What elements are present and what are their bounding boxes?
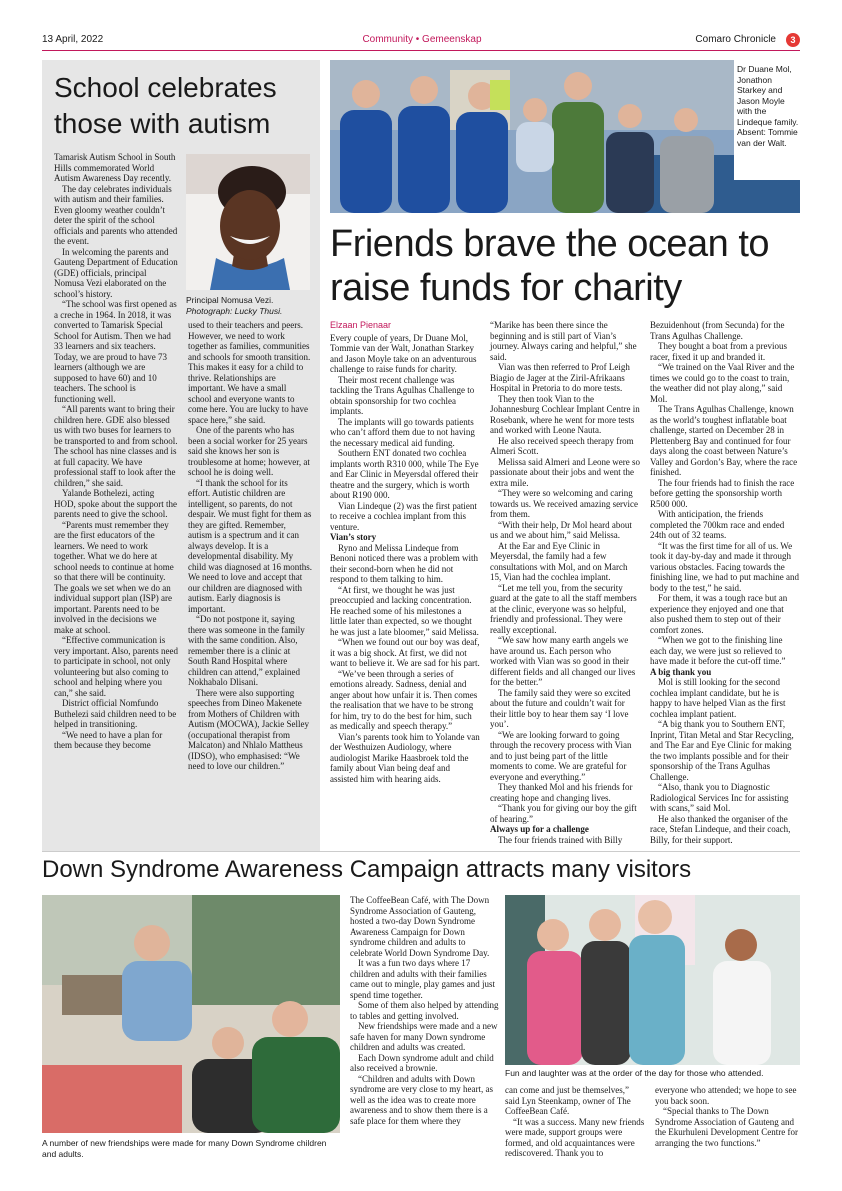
paragraph: Mol is still looking for the second cochlea implant candidate, but he is happy to have helped Vian as the first cochlea implant patient.	[650, 677, 786, 719]
school-column-1	[54, 152, 178, 751]
paragraph: Tamarisk Autism School in South Hills commemorated World Autism Awareness Day recently.	[54, 152, 176, 183]
paragraph: In welcoming the parents and Gauteng Department of Education (GDE) officials, principal Nomusa Vezi elaborated on the school’s history.	[54, 246, 178, 299]
paragraph: “Special thanks to The Down Syndrome Association of Gauteng and the Ekurhuleni Development Centre for arranging the two functions.”	[655, 1106, 798, 1148]
paragraph: It was a fun two days where 17 children and adults with their families came out to mingle, play games and just spend time together.	[350, 958, 495, 1000]
section-divider	[42, 851, 800, 852]
paragraph: can come and just be themselves,” said Lyn Steenkamp, owner of The CoffeeBean Café.	[505, 1085, 631, 1116]
subheading: A big thank you	[650, 666, 712, 677]
paragraph: Ryno and Melissa Lindeque from Benoni noticed there was a problem with their second-born when he did not respond to them talking to him.	[330, 542, 478, 584]
paragraph: Yalande Bothelezi, acting HOD, spoke about the support the parents need to give the school.	[54, 488, 177, 519]
paragraph: “We trained on the Vaal River and the times we could go to the coast to train, the weather did not play along,” said Mol.	[650, 362, 795, 404]
paragraph: Melissa said Almeri and Leone were so passionate about their jobs and went the extra mile.	[490, 456, 640, 488]
paragraph: “Effective communication is very important. Also, parents need to participate in school, not only volunteering but also coming to school and helping where you can,” she said.	[54, 635, 178, 698]
downsyndrome-column-1	[350, 895, 500, 1126]
paragraph: “At first, we thought he was just preoccupied and lacking concentration. He reached some of his milestones a little later than expected, so we thought he was just a late bloomer,” said Melissa.	[330, 584, 479, 637]
caption-credit: Photograph: Lucky Thusi.	[186, 305, 283, 316]
paragraph: Their most recent challenge was tackling the Trans Agulhas Challenge to obtain sponsorship for two cochlea implants.	[330, 374, 475, 416]
subheading: Always up for a challenge	[490, 824, 589, 834]
paragraph: “We are looking forward to going through the recovery process with Vian and to just being part of the little moments to come. We are grateful for everyone and everything.”	[490, 729, 632, 782]
newspaper-name: Comaro Chronicle	[695, 34, 776, 45]
principal-photo-caption	[186, 295, 310, 316]
paragraph: “With their help, Dr Mol heard about us and we about him,” said Melissa.	[490, 519, 632, 540]
caption-name: Principal Nomusa Vezi.	[186, 295, 274, 305]
paragraph: “Children and adults with Down syndrome are very close to my heart, as well as the idea was to create more awareness and to show them there is a safe place for them where they	[350, 1073, 493, 1126]
paragraph: The family said they were so excited about the future and couldn’t wait for their little boy to hear them say ‘I love you’.	[490, 687, 631, 729]
paragraph: For them, it was a tough race but an experience they enjoyed and one that also pushed them to step out of their comfort zones.	[650, 593, 788, 635]
principal-photo	[186, 154, 310, 290]
downsyndrome-photo-right	[505, 895, 800, 1065]
section-label: Community • Gemeenskap	[362, 34, 482, 45]
downsyndrome-column-3	[655, 1085, 800, 1148]
paragraph: “Parents must remember they are the first educators of the learners. We need to work together. What we do here at school needs to continue at home so that there will be continuity. The goals we set when we do an individual support plan (ISP) are important. Parents need to be involved in the decisions we make at school.	[54, 519, 174, 635]
paragraph: Vian was then referred to Prof Leigh Biagio de Jager at the Ziril-Afrikaans Hospital in Pretoria to do more tests.	[490, 362, 630, 393]
friends-headline: Friends brave the ocean to raise funds for charity	[330, 223, 770, 309]
issue-date: 13 April, 2022	[42, 34, 104, 45]
paragraph: One of the parents who has been a social worker for 25 years said she knows her son is troublesome at home; however, at school he is doing well.	[188, 425, 310, 477]
downsyndrome-column-2	[505, 1085, 645, 1159]
paragraph: At the Ear and Eye Clinic in Meyersdal, the family had a few consultations with Mol, and on March 15, Vian had the cochlea implant.	[490, 540, 628, 582]
paragraph: Vian’s parents took him to Yolande van der Westhuizen Audiology, where audiologist Marike Haasbroek told the family about Vian being deaf and assisted him with hearing aids.	[330, 731, 480, 784]
paragraph: They thanked Mol and his friends for creating hope and changing lives.	[490, 782, 633, 803]
masthead	[42, 34, 800, 48]
friends-column-1	[330, 320, 480, 784]
friends-column-3	[650, 320, 800, 845]
paragraph: “Do not postpone it, saying there was someone in the family with the same condition. Also, remember there is a clinic at South Rand Hospital where children can attend,” explained Nokhabalo Dlisani.	[188, 614, 305, 687]
paragraph: The day celebrates individuals with autism and their families. Even gloomy weather couldn’t deter the spirit of the school officials and parents who attended the event.	[54, 183, 178, 246]
paragraph: They bought a boat from a previous racer, fixed it up and branded it.	[650, 341, 787, 362]
school-column-2	[188, 320, 312, 772]
paragraph: The four friends had to finish the race before getting the sponsorship worth R500 000.	[650, 477, 795, 509]
paragraph: New friendships were made and a new safe haven for many Down syndrome children and adults was created.	[350, 1021, 498, 1052]
paragraph: “A big thank you to Southern ENT, Inprint, Titan Metal and Star Recycling, and The Ear and Eye Clinic for making the two implants possible and for their sponsorship of the Trans Agulhas Challenge.	[650, 719, 794, 782]
paragraph: They then took Vian to the Johannesburg Cochlear Implant Centre in Rosebank, where he went for more tests and worked with Leone Nauta.	[490, 393, 640, 435]
byline: Elzaan Pienaar	[330, 320, 392, 330]
paragraph: Each Down syndrome adult and child also received a brownie.	[350, 1052, 494, 1073]
downsyndrome-caption-right: Fun and laughter was at the order of the day for those who attended.	[505, 1068, 764, 1078]
paragraph: Some of them also helped by attending to tables and getting involved.	[350, 1000, 499, 1021]
downsyndrome-photo-left	[42, 895, 340, 1133]
paragraph: “The school was first opened as a creche in 1964. In 2018, it was converted to Tamarisk Special School for Autism. Then we had 33 learners and six teachers. Today, we are proud to have 73 learners (although we are supposed to have 60) and 10 teachers. The school is functioning well.	[54, 299, 177, 404]
paragraph: used to their teachers and peers. However, we need to work together as families, communities and schools for smooth transition. This makes it easy for a child to thrive. Relationships are important. We have a small school and everyone wants to come here. You are lucky to have space here,” she said.	[188, 320, 311, 425]
paragraph: “I thank the school for its effort. Autistic children are intelligent, so parents, do not despair. We must fight for them as they are gifted. Remember, autism is a spectrum and it can always develop. It is a developmental disability. My child was diagnosed at 16 months. We need to love and accept that our children are diagnosed with autism. Early diagnosis is important.	[188, 477, 312, 614]
paragraph: “Let me tell you, from the security guard at the gate to all the staff members at the clinic, everyone was so helpful, friendly and professional. They were really exceptional.	[490, 582, 637, 635]
paragraph: “It was a success. Many new friends were made, support groups were formed, and old acquaintances were rediscovered. Thank you to	[505, 1116, 645, 1158]
paragraph: “We saw how many earth angels we have around us. Each person who worked with Vian was so good in their different fields and all changed our lives for the better.”	[490, 635, 636, 687]
paragraph: “Thank you for giving our boy the gift of hearing.”	[490, 803, 637, 824]
paragraph: everyone who attended; we hope to see you back soon.	[655, 1085, 797, 1106]
paragraph: “They were so welcoming and caring towards us. We received amazing service from them.	[490, 488, 639, 519]
paragraph: The four friends trained with Billy	[498, 834, 623, 845]
paragraph: The Trans Agulhas Challenge, known as the world’s toughest inflatable boat challenge, started on December 28 in Plettenberg Bay and continued for four days along the coast between Nature’s Valley and Gordon’s Bay, where the race finished.	[650, 404, 798, 477]
paragraph: Southern ENT donated two cochlea implants worth R310 000, while The Eye and Ear Clinic in Meyersdal offered their theatre and the surgery, which is worth about R190 000.	[330, 448, 479, 500]
paragraph: “All parents want to bring their children here. GDE also blessed us with two buses for learners to be transported to and from school. The school has nine classes and is at full capacity. We have professional staff to look after the children,” she said.	[54, 404, 178, 488]
school-headline: School celebrates those with autism	[54, 72, 277, 139]
paragraph: “When we found out our boy was deaf, it was a big shock. At first, we did not want to believe it. We are sad for his part.	[330, 637, 480, 668]
paragraph: Every couple of years, Dr Duane Mol, Tommie van der Walt, Jonathan Starkey and Jason Moyle take on an adventurous challenge to raise funds for charity.	[330, 332, 477, 374]
friends-photo-caption: Dr Duane Mol, Jonathon Starkey and Jason Moyle with the Lindeque family. Absent: Tommie van der Walt.	[737, 64, 799, 148]
paragraph: The CoffeeBean Café, with The Down Syndrome Association of Gauteng, hosted a two-day Down Syndrome Awareness Campaign for Down syndrome children and adults to celebrate World Down Syndrome Day.	[350, 895, 490, 958]
paragraph: He also received speech therapy from Almeri Scott.	[490, 435, 634, 456]
paragraph: Vian Lindeque (2) was the first patient to receive a cochlea implant from this venture.	[330, 500, 477, 532]
paragraph: The implants will go towards patients who can’t afford them due to not having the necessary medical aid funding.	[330, 416, 475, 448]
paragraph: District official Nomfundo Buthelezi said children need to be helped in transitioning.	[54, 698, 177, 729]
paragraph: “It was the first time for all of us. We took it day-by-day and made it through various obstacles. Facing towards the finishing line, we had to put machine and body to the test,” he said.	[650, 540, 799, 593]
masthead-rule	[42, 50, 800, 51]
paragraph: “Marike has been there since the beginning and is still part of Vian’s journey. Always caring and helpful,” she said.	[490, 320, 637, 362]
paragraph: He also thanked the organiser of the race, Stefan Lindeque, and their coach, Billy, for their support.	[650, 813, 791, 845]
downsyndrome-caption-left: A number of new friendships were made for many Down Syndrome children and adults.	[42, 1138, 327, 1159]
paragraph: There were also supporting speeches from Dineo Makenete from Mothers of Children with Autism (MOCWA), Jackie Selley (occupational therapist from Malcaton) and Nhlalo Mattheus (IDSO), who emphasised: “We need to love our children.”	[188, 687, 309, 771]
paragraph: “We need to have a plan for them because they become	[54, 729, 163, 750]
paragraph: “When we got to the finishing line each day, we were just so relieved to have made it before the cut-off time.”	[650, 635, 786, 666]
subheading: Vian’s story	[330, 532, 377, 542]
paragraph: “We’ve been through a series of emotions already. Sadness, denial and anger about how unfair it is. Then comes the realisation that we have to be strong for him, try to do the best for him, such as medically and speech therapy.”	[330, 668, 478, 731]
paragraph: “Also, thank you to Diagnostic Radiological Services Inc for assisting with scans,” said Mol.	[650, 782, 789, 813]
paragraph: Bezuidenhout (from Secunda) for the Trans Agulhas Challenge.	[650, 320, 785, 341]
page-number: 3	[786, 33, 800, 47]
friends-group-photo	[330, 60, 800, 213]
paragraph: With anticipation, the friends completed the 700km race and ended 24th out of 32 teams.	[650, 509, 785, 540]
friends-column-2	[490, 320, 640, 845]
downsyndrome-headline: Down Syndrome Awareness Campaign attracts many visitors	[42, 856, 692, 883]
